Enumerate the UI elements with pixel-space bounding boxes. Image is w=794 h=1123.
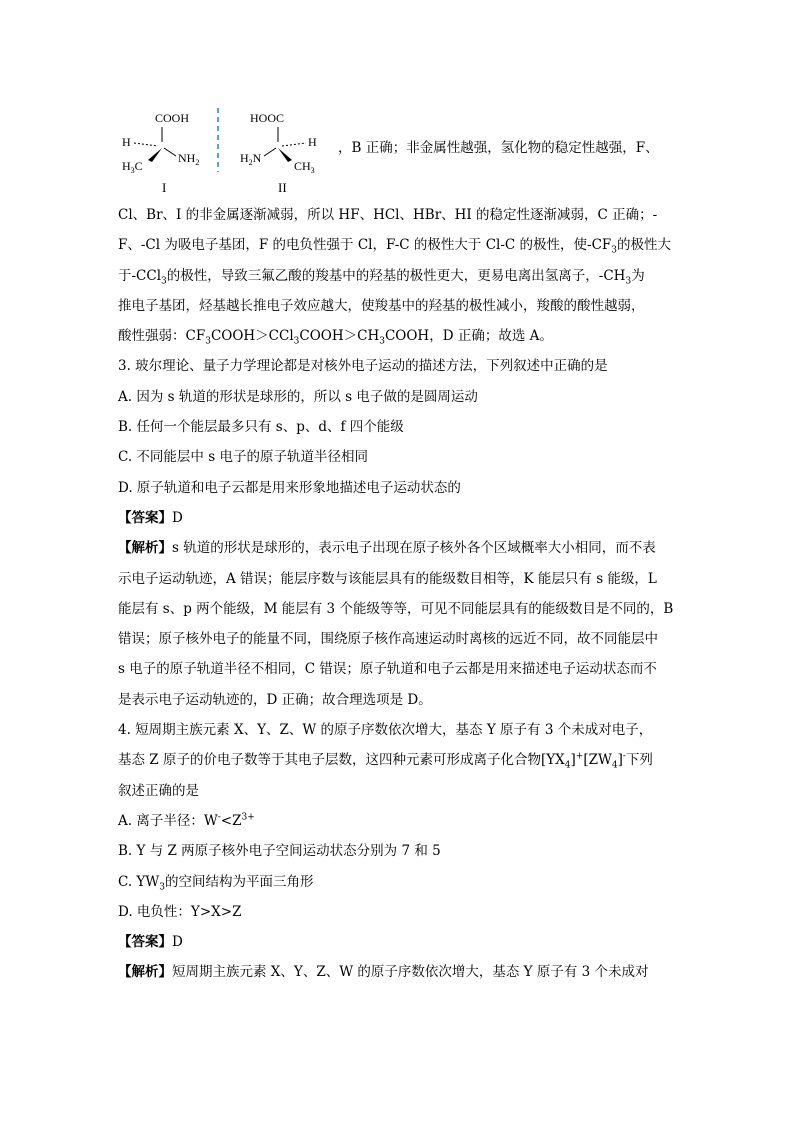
question-4-option-d: D. 电负性：Y>X>Z xyxy=(118,903,242,920)
question-3-option-a: A. 因为 s 轨道的形状是球形的，所以 s 电子做的是圆周运动 xyxy=(118,388,478,405)
question-3-option-c: C. 不同能层中 s 电子的原子轨道半径相同 xyxy=(118,449,368,466)
figure-caption: ，B 正确；非金属性越强，氢化物的稳定性越强，F、 xyxy=(338,140,659,156)
text-line: F、-Cl 为吸电子基团，F 的电负性强于 Cl，F-C 的极性大于 Cl-C 的极性，使$-CF_3$的极性大 xyxy=(118,237,672,256)
question-4-option-b: B. Y 与 Z 两原子核外电子空间运动状态分别为 7 和 5 xyxy=(118,843,441,860)
explanation-3-line: 示电子运动轨迹，A 错误；能层序数与该能层具有的能级数目相等，K 能层只有 s 能级，L xyxy=(118,570,657,587)
mol1-nh: $NH_2$ xyxy=(178,151,200,167)
mol1-h: H xyxy=(122,135,131,149)
structure-diagram xyxy=(118,100,338,200)
question-3-option-b: B. 任何一个能层最多只有 s、p、d、f 四个能级 xyxy=(118,419,404,436)
enantiomer-figure xyxy=(118,100,678,200)
text-line: 于-CCl$_3$的极性，导致三氟乙酸的羧基中的羟基的极性更大，更易电离出氢离子，$-CH_3$为 xyxy=(118,267,645,287)
mol2-ch3: $CH_3$ xyxy=(294,159,315,175)
explanation-3-line: 能层有 s、p 两个能级，M 能层有 3 个能级等等，可见不同能层具有的能级数目是不同的，B xyxy=(118,600,674,617)
mol1-hash-bond xyxy=(134,143,158,146)
question-4-stem-line: 叙述正确的是 xyxy=(118,782,199,799)
text-line: 推电子基团，烃基越长推电子效应越大，使羧基中的羟基的极性减小，羧酸的酸性越弱， xyxy=(118,297,645,314)
answer-4: 【答案】D xyxy=(118,934,183,951)
mol1-bond-right xyxy=(164,148,176,156)
explanation-3-line: s 电子的原子轨道半径不相同，C 错误；原子轨道和电子云都是用来描述电子运动状态而不 xyxy=(118,661,657,678)
mol2-hash-bond xyxy=(282,143,306,146)
text-line: 酸性强弱：$CF_3COOH>CCl_3COOH>CH_3COOH$，D 正确；故选 A。 xyxy=(118,328,553,347)
mol2-label: II xyxy=(278,180,287,195)
mol2-hooc: HOOC xyxy=(250,111,285,125)
question-3-stem: 3. 玻尔理论、量子力学理论都是对核外电子运动的描述方法，下列叙述中正确的是 xyxy=(118,358,608,375)
question-4-stem-line: 基态 Z 原子的价电子数等于其电子层数，这四种元素可形成离子化合物$[YX_4]^+[ZW_4]^-$下列 xyxy=(118,751,653,772)
explanation-3-line: 错误；原子核外电子的能量不同，围绕原子核作高速运动时离核的远近不同，故不同能层中 xyxy=(118,631,658,648)
text-line: Cl、Br、I 的非金属逐渐减弱，所以 HF、HCl、HBr、HI 的稳定性逐渐减弱，C 正确；- xyxy=(118,207,658,223)
mol2-h: H xyxy=(308,135,317,149)
mol1-label: I xyxy=(162,180,167,195)
question-4-option-c: C. $YW_3$的空间结构为平面三角形 xyxy=(118,873,314,893)
explanation-3: 【解析】s 轨道的形状是球形的，表示电子出现在原子核外各个区域概率大小相同，而不表 xyxy=(118,540,656,557)
explanation-3-line: 是表示电子运动轨迹的，D 正确；故合理选项是 D。 xyxy=(118,691,432,708)
mol2-h2n: $H_2N$ xyxy=(240,151,262,167)
question-4-option-a: A. 离子半径：$W^-<Z^{3+}$ xyxy=(118,812,255,829)
mol2-bond-left xyxy=(264,148,276,156)
question-4-stem: 4. 短周期主族元素 X、Y、Z、W 的原子序数依次增大，基态 Y 原子有 3 个未成对电子， xyxy=(118,722,653,739)
mol1-ch3: $H_3C$ xyxy=(122,159,143,175)
mol2-wedge-bond xyxy=(278,148,292,162)
mol1-cooh: COOH xyxy=(155,111,190,125)
answer-3: 【答案】D xyxy=(118,509,183,526)
question-3-option-d: D. 原子轨道和电子云都是用来形象地描述电子运动状态的 xyxy=(118,479,461,496)
explanation-4: 【解析】短周期主族元素 X、Y、Z、W 的原子序数依次增大，基态 Y 原子有 3 个未成对 xyxy=(118,964,649,981)
mol1-wedge-bond xyxy=(148,148,162,162)
document-page xyxy=(118,100,678,988)
